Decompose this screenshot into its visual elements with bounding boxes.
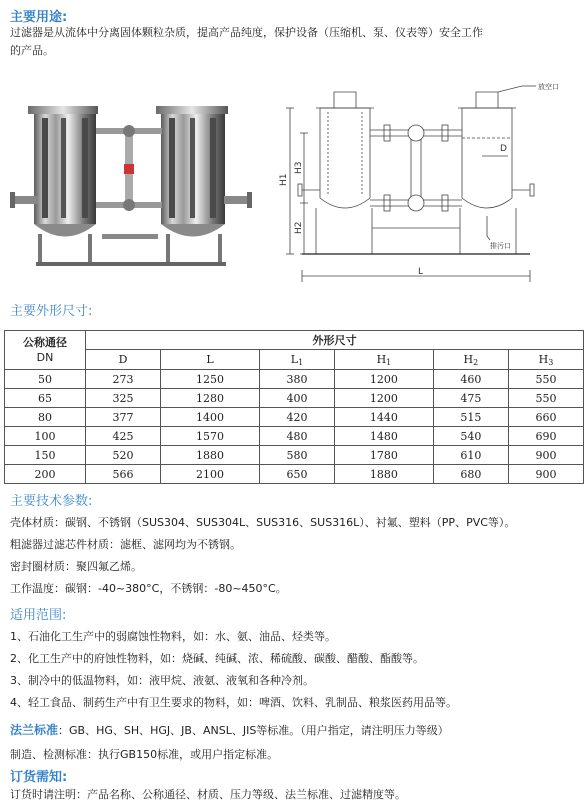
table-cell: 325	[86, 389, 161, 408]
table-row	[5, 389, 584, 408]
table-cell: 100	[5, 427, 86, 446]
table-cell: 420	[259, 408, 334, 427]
table-cell: 550	[508, 370, 583, 389]
tech-line: 壳体材质：碳钢、不锈钢（SUS304、SUS304L、SUS316、SUS316L）、衬氟、塑料（PP、PVC等）。	[10, 516, 516, 529]
table-cell: 377	[86, 408, 161, 427]
table-cell: 1250	[161, 370, 260, 389]
table-cell: 273	[86, 370, 161, 389]
col-header: L	[161, 350, 260, 370]
table-cell: 1440	[334, 408, 433, 427]
col-dn-header-line1: 公称通径	[23, 336, 67, 349]
dims-heading: 主要外形尺寸:	[10, 304, 93, 319]
tech-line: 密封圈材质：聚四氟乙烯。	[10, 560, 142, 573]
table-cell: 1480	[334, 427, 433, 446]
dimension-drawing	[272, 78, 584, 290]
flange-heading: 法兰标准	[10, 723, 59, 737]
col-dn-header-line2: DN	[36, 351, 54, 364]
right-vessel	[156, 106, 252, 264]
table-cell: 480	[259, 427, 334, 446]
table-row	[5, 427, 584, 446]
table-cell: 566	[86, 465, 161, 484]
col-header: $L_1$	[259, 350, 334, 370]
tech-params	[10, 512, 579, 600]
product-photo	[6, 84, 256, 274]
apply-heading: 适用范围:	[10, 608, 67, 623]
standards	[10, 718, 579, 767]
table-cell: 610	[433, 446, 508, 465]
table-cell: 1880	[161, 446, 260, 465]
table-cell: 1280	[161, 389, 260, 408]
apply-item: 4、轻工食品、制药生产中有卫生要求的物料，如：啤酒、饮料、乳制品、粮浆医药用品等。	[10, 696, 457, 709]
group-header: 外形尺寸	[86, 331, 584, 350]
usage-line-1: 过滤器是从流体中分离固体颗粒杂质，提高产品纯度，保护设备（压缩机、泵、仪表等）安全工作	[10, 26, 483, 39]
table-cell: 150	[5, 446, 86, 465]
label-d: D	[500, 144, 507, 154]
table-cell: 475	[433, 389, 508, 408]
table-row	[5, 408, 584, 427]
flange-text: ：GB、HG、SH、HGJ、JB、ANSL、JIS等标准。（用户指定，请注明压力等级）	[58, 724, 449, 737]
usage-text	[10, 24, 579, 60]
col-header: $H_1$	[334, 350, 433, 370]
table-cell: 650	[259, 465, 334, 484]
table-cell: 580	[259, 446, 334, 465]
table-cell: 1570	[161, 427, 260, 446]
table-cell: 515	[433, 408, 508, 427]
table-row	[5, 446, 584, 465]
label-l: L	[418, 267, 424, 277]
col-header: D	[86, 350, 161, 370]
tech-line: 工作温度：碳钢：-40~380°C，不锈钢：-80~450°C。	[10, 582, 287, 595]
apply-item: 3、制冷中的低温物料，如：液甲烷、液氨、液氧和各种冷剂。	[10, 674, 314, 687]
table-cell: 50	[5, 370, 86, 389]
manufacture-line: 制造、检测标准：执行GB150标准，或用户指定标准。	[10, 748, 279, 761]
apply-item: 1、石油化工生产中的弱腐蚀性物料，如：水、氨、油品、烃类等。	[10, 630, 336, 643]
tech-heading: 主要技术参数:	[10, 494, 93, 509]
order-heading: 订货需知:	[10, 770, 68, 785]
table-cell: 200	[5, 465, 86, 484]
flange-line	[10, 718, 579, 743]
tech-line: 粗滤器过滤芯件材质：滤框、滤网均为不锈钢。	[10, 538, 241, 551]
table-cell: 2100	[161, 465, 260, 484]
table-cell: 460	[433, 370, 508, 389]
table-cell: 400	[259, 389, 334, 408]
dimensions-table	[4, 330, 584, 484]
label-h2: H2	[294, 221, 304, 234]
table-cell: 380	[259, 370, 334, 389]
order-text: 订货时请注明：产品名称、公称通径、材质、压力等级、法兰标准、过滤精度等。	[10, 788, 406, 801]
left-vessel	[10, 106, 98, 264]
col-dn-header	[5, 331, 86, 370]
apply-list	[10, 626, 579, 714]
drain-label: 排污口	[490, 242, 511, 250]
table-row	[5, 370, 584, 389]
label-h3: H3	[294, 161, 304, 174]
table-cell: 900	[508, 465, 583, 484]
table-cell: 1880	[334, 465, 433, 484]
table-cell: 1780	[334, 446, 433, 465]
table-cell: 1200	[334, 389, 433, 408]
table-cell: 540	[433, 427, 508, 446]
table-cell: 80	[5, 408, 86, 427]
table-cell: 900	[508, 446, 583, 465]
vent-label: 放空口	[538, 83, 559, 91]
col-header: $H_2$	[433, 350, 508, 370]
table-cell: 660	[508, 408, 583, 427]
usage-heading: 主要用途:	[10, 10, 68, 25]
usage-line-2: 的产品。	[10, 44, 54, 57]
table-cell: 680	[433, 465, 508, 484]
table-cell: 520	[86, 446, 161, 465]
table-row	[5, 465, 584, 484]
apply-item: 2、化工生产中的府蚀性物料，如：烧碱、纯碱、浓、稀硫酸、碳酸、醋酸、酯酸等。	[10, 652, 424, 665]
table-cell: 65	[5, 389, 86, 408]
table-cell: 690	[508, 427, 583, 446]
table-cell: 550	[508, 389, 583, 408]
label-h1: H1	[279, 173, 289, 186]
table-cell: 1400	[161, 408, 260, 427]
table-cell: 1200	[334, 370, 433, 389]
table-cell: 425	[86, 427, 161, 446]
col-header: $H_3$	[508, 350, 583, 370]
